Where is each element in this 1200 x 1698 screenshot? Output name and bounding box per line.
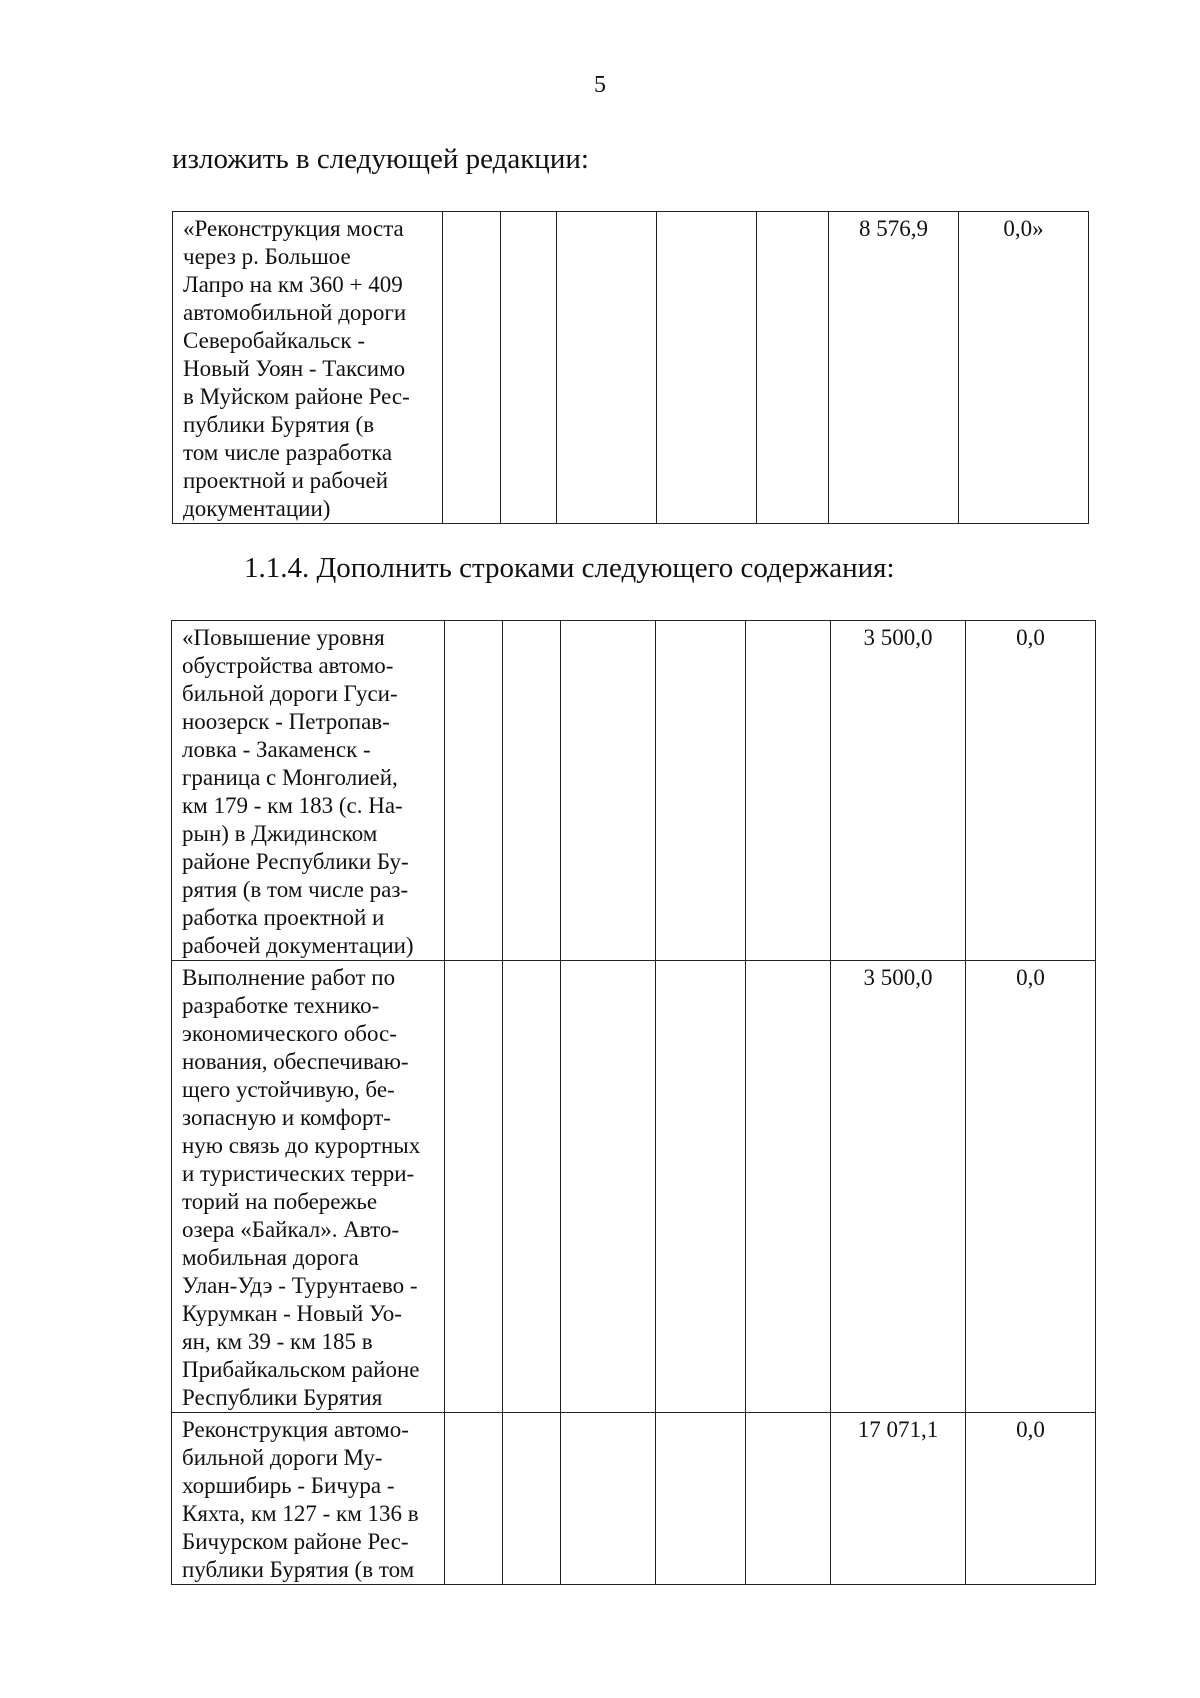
description-line: в Муйском районе Рес- xyxy=(183,384,410,409)
intro-text: изложить в следующей редакции: xyxy=(172,143,589,175)
empty-cell xyxy=(561,621,656,961)
description-line: бильной дороги Гуси- xyxy=(182,681,398,706)
empty-cell xyxy=(557,212,657,524)
description-line: Северобайкальск - xyxy=(183,328,365,353)
table-row xyxy=(173,212,1089,524)
description-line: публики Бурятия (в xyxy=(183,412,375,437)
description-line: бильной дороги Му- xyxy=(182,1445,383,1470)
description-line: Бичурском районе Рес- xyxy=(182,1529,409,1554)
value-cell: 0,0» xyxy=(959,212,1089,524)
description-line: нования, обеспечиваю- xyxy=(182,1049,409,1074)
description-line: документации) xyxy=(183,496,331,521)
empty-cell xyxy=(746,961,831,1413)
description-line: Кяхта, км 127 - км 136 в xyxy=(182,1501,419,1526)
description-line: торий на побережье xyxy=(182,1189,378,1214)
description-line: ловка - Закаменск - xyxy=(182,737,371,762)
description-line: публики Бурятия (в том xyxy=(182,1557,415,1582)
empty-cell xyxy=(746,1413,831,1585)
table-1 xyxy=(172,211,1089,524)
description-line: через р. Большое xyxy=(183,244,351,269)
description-line: ноозерск - Петропав- xyxy=(182,709,390,734)
description-line: Новый Уоян - Таксимо xyxy=(183,356,406,381)
row-description xyxy=(172,1413,445,1585)
value-cell: 0,0 xyxy=(966,961,1096,1413)
value-cell: 17 071,1 xyxy=(831,1413,966,1585)
table-row xyxy=(172,1413,1096,1585)
description-line: «Повышение уровня xyxy=(182,625,385,650)
description-line: Выполнение работ по xyxy=(182,965,396,990)
empty-cell xyxy=(503,621,561,961)
description-line: «Реконструкция моста xyxy=(183,216,404,241)
description-line: районе Республики Бу- xyxy=(182,849,409,874)
page-number: 5 xyxy=(594,72,606,98)
empty-cell xyxy=(503,1413,561,1585)
description-line: Лапро на км 360 + 409 xyxy=(183,272,403,297)
empty-cell xyxy=(445,621,503,961)
description-line: обустройства автомо- xyxy=(182,653,394,678)
table-2 xyxy=(171,620,1096,1585)
description-line: граница с Монголией, xyxy=(182,765,398,790)
description-line: и туристических терри- xyxy=(182,1161,415,1186)
value-cell: 0,0 xyxy=(966,1413,1096,1585)
description-line: щего устойчивую, бе- xyxy=(182,1077,395,1102)
empty-cell xyxy=(656,1413,746,1585)
table-row xyxy=(172,621,1096,961)
row-description xyxy=(172,621,445,961)
value-cell: 3 500,0 xyxy=(831,621,966,961)
description-line: рын) в Джидинском xyxy=(182,821,378,846)
description-line: ную связь до курортных xyxy=(182,1133,421,1158)
description-line: мобильная дорога xyxy=(182,1245,359,1270)
empty-cell xyxy=(503,961,561,1413)
description-line: Курумкан - Новый Уо- xyxy=(182,1301,402,1326)
description-line: зопасную и комфорт- xyxy=(182,1105,391,1130)
description-line: разработке технико- xyxy=(182,993,380,1018)
description-line: работка проектной и xyxy=(182,905,385,930)
description-line: хоршибирь - Бичура - xyxy=(182,1473,395,1498)
description-line: Республики Бурятия xyxy=(182,1385,383,1410)
row-description xyxy=(173,212,443,524)
empty-cell xyxy=(746,621,831,961)
empty-cell xyxy=(657,212,757,524)
description-line: том числе разработка xyxy=(183,440,393,465)
description-line: рятия (в том числе раз- xyxy=(182,877,409,902)
empty-cell xyxy=(443,212,501,524)
row-description xyxy=(172,961,445,1413)
description-line: экономического обос- xyxy=(182,1021,397,1046)
description-line: ян, км 39 - км 185 в xyxy=(182,1329,373,1354)
description-line: Прибайкальском районе xyxy=(182,1357,420,1382)
empty-cell xyxy=(656,961,746,1413)
empty-cell xyxy=(561,961,656,1413)
empty-cell xyxy=(561,1413,656,1585)
empty-cell xyxy=(445,1413,503,1585)
empty-cell xyxy=(445,961,503,1413)
description-line: проектной и рабочей xyxy=(183,468,389,493)
table-row xyxy=(172,961,1096,1413)
empty-cell xyxy=(757,212,829,524)
description-line: автомобильной дороги xyxy=(183,300,407,325)
value-cell: 8 576,9 xyxy=(829,212,959,524)
description-line: Реконструкция автомо- xyxy=(182,1417,409,1442)
value-cell: 3 500,0 xyxy=(831,961,966,1413)
description-line: км 179 - км 183 (с. На- xyxy=(182,793,403,818)
description-line: озера «Байкал». Авто- xyxy=(182,1217,399,1242)
description-line: рабочей документации) xyxy=(182,933,414,958)
empty-cell xyxy=(656,621,746,961)
empty-cell xyxy=(501,212,557,524)
description-line: Улан-Удэ - Турунтаево - xyxy=(182,1273,418,1298)
section-heading: 1.1.4. Дополнить строками следующего содержания: xyxy=(244,552,895,584)
value-cell: 0,0 xyxy=(966,621,1096,961)
